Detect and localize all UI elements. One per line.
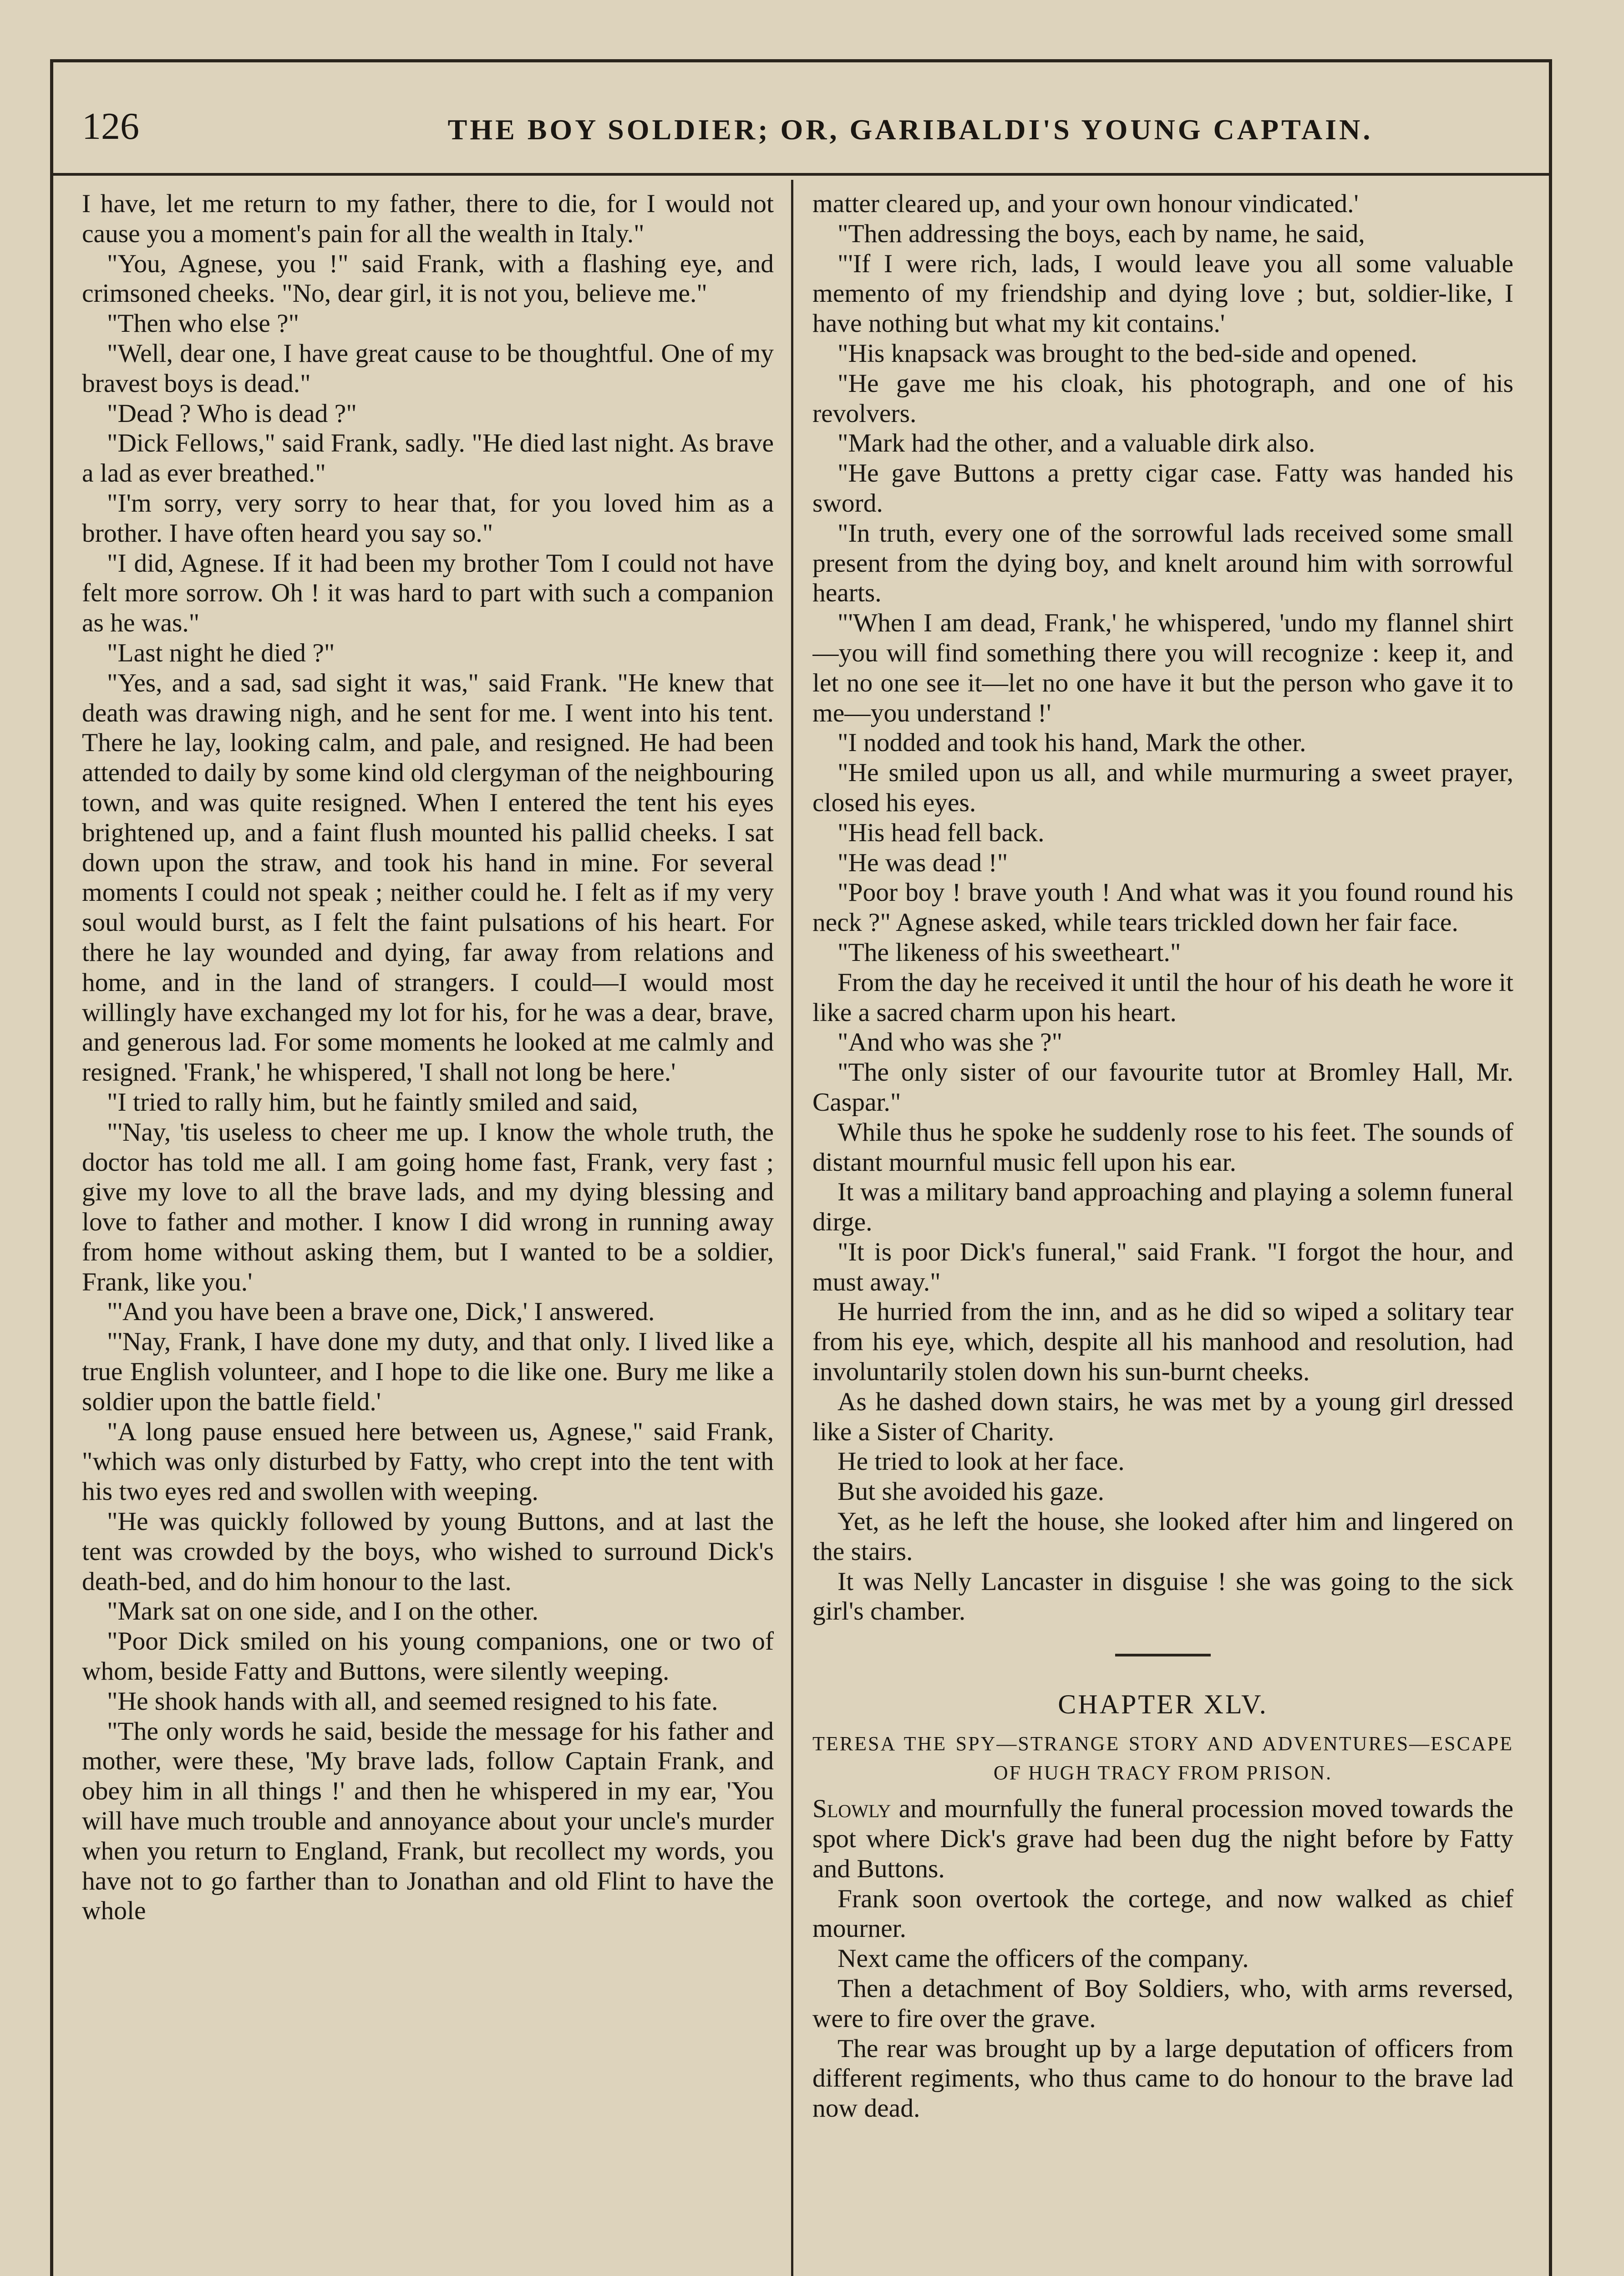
paragraph: Then a detachment of Boy Soldiers, who, with arms reversed, were to fire over the grave. <box>812 1974 1513 2033</box>
paragraph: "Yes, and a sad, sad sight it was," said Frank. "He knew that death was drawing nigh, and he sent for me. I went into his tent. There he lay, looking calm, and pale, and resigned. He had been attended to daily by some kind old clergyman of the neighbouring town, and was quite resigned. When I entered the tent his eyes brightened up, and a faint flush mounted his pallid cheeks. I sat down upon the straw, and took his hand in mine. For several moments I could not speak ; neither could he. I felt as if my very soul would burst, as I felt the faint pulsations of his heart. For there he lay wounded and dying, far away from relations and home, and in the land of strangers. I could—I would most willingly have exchanged my lot for his, for he was a dear, brave, and generous lad. For some moments he looked at me calmly and resigned. 'Frank,' he whispered, 'I shall not long be here.' <box>82 668 774 1087</box>
paragraph: The rear was brought up by a large deputation of officers from different regiments, who thus came to do honour to the brave lad now dead. <box>812 2034 1513 2123</box>
paragraph: "Mark had the other, and a valuable dirk also. <box>837 429 1315 458</box>
chapter-subtitle: TERESA THE SPY—STRANGE STORY AND ADVENTURES—ESCAPE OF HUGH TRACY FROM PRISON. <box>812 1732 1513 1784</box>
paragraph: "The only words he said, beside the message for his father and mother, were these, 'My brave lads, follow Captain Frank, and obey him in all things !' and then he whispered in my ear, 'You will have much trouble and annoyance about your uncle's murder when you return to England, Frank, but recollect my words, you have not to go farther than to Jonathan and old Flint to have the whole <box>82 1717 774 1925</box>
page-number: 126 <box>82 105 139 147</box>
paragraph: "He was quickly followed by young Buttons, and at last the tent was crowded by the boys, who wished to surround Dick's death-bed, and do him honour to the last. <box>82 1507 774 1596</box>
opening-word: Slowly <box>812 1794 891 1824</box>
paragraph: matter cleared up, and your own honour vindicated.' <box>812 189 1359 218</box>
right-column <box>812 189 1513 2276</box>
paragraph: "He was dead !" <box>837 848 1008 877</box>
paragraph: "Then addressing the boys, each by name, he said, <box>837 219 1365 248</box>
chapter-title: CHAPTER XLV. <box>1058 1689 1268 1720</box>
paragraph: "I'm sorry, very sorry to hear that, for you loved him as a brother. I have often heard you say so." <box>82 488 774 548</box>
column-divider <box>791 180 793 2276</box>
chapter-opening-paragraph <box>812 1794 1513 1884</box>
paragraph: It was Nelly Lancaster in disguise ! she was going to the sick girl's chamber. <box>812 1567 1513 1626</box>
paragraph: "I did, Agnese. If it had been my brother Tom I could not have felt more sorrow. Oh ! it was hard to part with such a companion as he was." <box>82 549 774 638</box>
paragraph: "You, Agnese, you !" said Frank, with a flashing eye, and crimsoned cheeks. "No, dear girl, it is not you, believe me." <box>82 249 774 308</box>
paragraph: "Dead ? Who is dead ?" <box>107 399 357 428</box>
chapter-rule <box>1115 1654 1211 1656</box>
paragraph: "A long pause ensued here between us, Agnese," said Frank, "which was only disturbed by Fatty, who crept into the tent with his two eyes red and swollen with weeping. <box>82 1417 774 1506</box>
paragraph: "He gave Buttons a pretty cigar case. Fatty was handed his sword. <box>812 459 1513 518</box>
paragraph: "His head fell back. <box>837 818 1045 847</box>
paragraph: Yet, as he left the house, she looked after him and lingered on the stairs. <box>812 1507 1513 1566</box>
left-column <box>82 189 774 2276</box>
paragraph: He tried to look at her face. <box>837 1447 1125 1476</box>
paragraph: "'When I am dead, Frank,' he whispered, 'undo my flannel shirt—you will find something there you will recognize : keep it, and let no one see it—let no one have it but the person who gave it to me—you understand !' <box>812 609 1513 727</box>
paragraph: "I nodded and took his hand, Mark the other. <box>837 728 1306 757</box>
paragraph: "The likeness of his sweetheart." <box>837 938 1181 967</box>
paragraph: "Well, dear one, I have great cause to be thoughtful. One of my bravest boys is dead." <box>82 339 774 398</box>
paragraph: As he dashed down stairs, he was met by a young girl dressed like a Sister of Charity. <box>812 1387 1513 1446</box>
paragraph: "'Nay, 'tis useless to cheer me up. I know the whole truth, the doctor has told me all. I am going home fast, Frank, very fast ; give my love to all the brave lads, and my dying blessing and love to father and mother. I know I did wrong in running away from home without asking them, but I wanted to be a soldier, Frank, like you.' <box>82 1118 774 1296</box>
paragraph: "He shook hands with all, and seemed resigned to his fate. <box>107 1687 718 1716</box>
paragraph: Next came the officers of the company. <box>837 1944 1249 1973</box>
paragraph: "He smiled upon us all, and while murmuring a sweet prayer, closed his eyes. <box>812 758 1513 817</box>
paragraph: He hurried from the inn, and as he did so wiped a solitary tear from his eye, which, despite all his manhood and resolution, had involuntarily stolen down his sun-burnt cheeks. <box>812 1297 1513 1387</box>
paragraph: "Then who else ?" <box>107 309 299 338</box>
paragraph: "Poor boy ! brave youth ! And what was it you found round his neck ?" Agnese asked, while tears trickled down her fair face. <box>812 878 1513 937</box>
paragraph: I have, let me return to my father, there to die, for I would not cause you a moment's pain for all the wealth in Italy." <box>82 189 774 248</box>
paragraph: "I tried to rally him, but he faintly smiled and said, <box>107 1087 638 1117</box>
paragraph: "'If I were rich, lads, I would leave you all some valuable memento of my friendship and dying love ; but, soldier-like, I have nothing but what my kit contains.' <box>812 249 1513 338</box>
paragraph: While thus he spoke he suddenly rose to his feet. The sounds of distant mournful music fell upon his ear. <box>812 1118 1513 1177</box>
paragraph: "'And you have been a brave one, Dick,' I answered. <box>107 1297 655 1326</box>
opening-text: and mournfully the funeral procession moved towards the spot where Dick's grave had been dug the night before by Fatty and Buttons. <box>812 1794 1513 1883</box>
paragraph: "'Nay, Frank, I have done my duty, and that only. I lived like a true English volunteer, and I hope to die like one. Bury me like a soldier upon the battle field.' <box>82 1327 774 1416</box>
paragraph: But she avoided his gaze. <box>837 1477 1105 1506</box>
paragraph: "He gave me his cloak, his photograph, and one of his revolvers. <box>812 369 1513 428</box>
paragraph: "In truth, every one of the sorrowful lads received some small present from the dying boy, and knelt around him with sorrowful hearts. <box>812 518 1513 608</box>
paragraph: "Dick Fellows," said Frank, sadly. "He died last night. As brave a lad as ever breathed." <box>82 429 774 488</box>
paragraph: From the day he received it until the hour of his death he wore it like a sacred charm upon his heart. <box>812 968 1513 1027</box>
paragraph: "Mark sat on one side, and I on the other. <box>107 1597 539 1626</box>
paragraph: "It is poor Dick's funeral," said Frank. "I forgot the hour, and must away." <box>812 1237 1513 1296</box>
paragraph: "Last night he died ?" <box>107 638 335 667</box>
paragraph: "His knapsack was brought to the bed-side and opened. <box>837 339 1417 368</box>
paragraph: "And who was she ?" <box>837 1028 1063 1057</box>
paragraph: "The only sister of our favourite tutor at Bromley Hall, Mr. Caspar." <box>812 1058 1513 1117</box>
header-rule <box>50 173 1552 176</box>
running-title: THE BOY SOLDIER; OR, GARIBALDI'S YOUNG CAPTAIN. <box>447 113 1373 146</box>
paragraph: Frank soon overtook the cortege, and now walked as chief mourner. <box>812 1884 1513 1943</box>
paragraph: "Poor Dick smiled on his young companions, one or two of whom, beside Fatty and Buttons, were silently weeping. <box>82 1627 774 1686</box>
paragraph: It was a military band approaching and playing a solemn funeral dirge. <box>812 1178 1513 1237</box>
